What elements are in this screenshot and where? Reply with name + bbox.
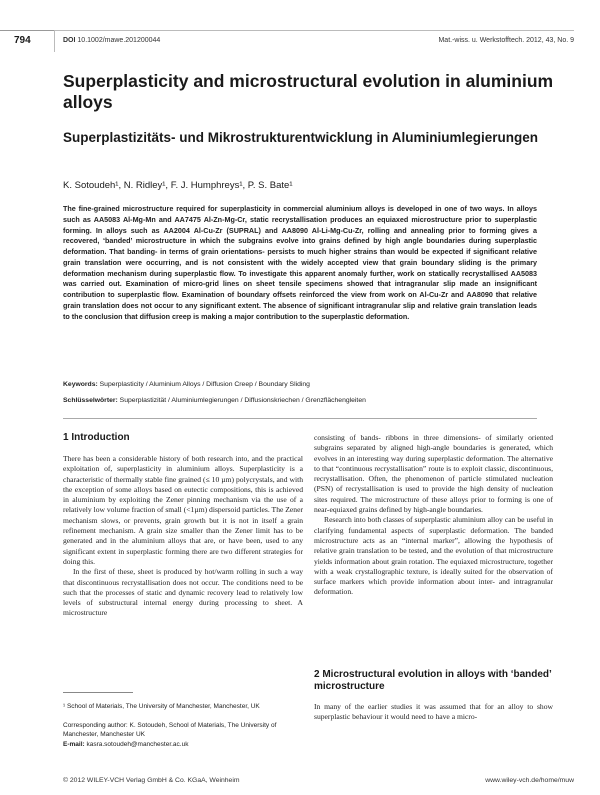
section-1-heading: 1 Introduction bbox=[63, 432, 130, 443]
header-rule bbox=[54, 30, 574, 31]
paper-subtitle: Superplastizitäts- und Mikrostrukturentwicklung in Aluminiumlegierungen bbox=[63, 130, 539, 145]
keywords bbox=[63, 381, 310, 388]
keywords-label: Keywords: bbox=[63, 381, 98, 388]
journal-citation: Mat.-wiss. u. Werkstofftech. 2012, 43, No. 9 bbox=[438, 37, 574, 44]
section-2-paragraph-1: In many of the earlier studies it was assumed that for an alloy to show superplastic behaviour it would need to have a micro- bbox=[314, 702, 553, 722]
footer-url[interactable]: www.wiley-vch.de/home/muw bbox=[485, 777, 574, 784]
authors: K. Sotoudeh¹, N. Ridley¹, F. J. Humphreys¹, P. S. Bate¹ bbox=[63, 180, 293, 191]
column-right bbox=[314, 433, 553, 598]
intro-paragraph-2: In the first of these, sheet is produced by hot/warm rolling in such a way that discontinuous recrystallisation does not occur. The conditions need to be such that the processes of static and dynamic recovery lead to relatively low levels of substructural internal energy during processing to sheet. A microstructure bbox=[63, 567, 303, 618]
keywords-german bbox=[63, 397, 366, 404]
header-rule-left bbox=[0, 30, 54, 31]
abstract: The fine-grained microstructure required for superplasticity in commercial aluminium alloys is developed in one of two ways. In alloys such as AA5083 Al-Mg-Mn and AA7475 Al-Zn-Mg-Cr, static recrystallisation produces an equiaxed microstructure prior to superplastic forming. In alloys such as AA2004 Al-Cu-Zr (SUPRAL) and AA8090 Al-Li-Mg-Cu-Zr, rolling and annealing prior to forming gives a recovered, ‘banded’ microstructure in which the subgrains evolve into grains defined by high angle boundaries during superplastic deformation. That banding- in terms of grain orientations- persists to much higher strains than would be expected if significant relative grain translation were occurring, and is not consistent with the widely accepted view that grain boundary sliding is the primary deformation mechanism during superplastic flow. To investigate this apparent anomaly further, work on statically recrystallised AA5083 was carried out. Examination of micro-grid lines on sheet tensile specimens showed that intragranular slip made an insignificant contribution to superplastic flow. Examination of boundary offsets reinforced the view from work on Al-Cu-Zr and AA8090 that relative grain translation does not occur to any significant extent. The absence of significant intragranular slip and relative grain translation leads to the conclusion that diffusion creep is making a major contribution to the superplastic deformation. bbox=[63, 204, 537, 321]
email-link[interactable]: kasra.sotoudeh@manchester.ac.uk bbox=[86, 741, 189, 748]
email-label: E-mail: bbox=[63, 741, 85, 748]
intro-paragraph-1: There has been a considerable history of both research into, and the practical exploitation of, superplasticity in aluminium alloys. Superplasticity is a characteristic of thermally stable fine grained (≤ 10 µm) polycrystals, and with the exception of some alloys based on eutectic compositions, this is achieved in aluminium by exploiting the Zener pinning mechanism via the use of a relatively low volume fraction of small (<1µm) dispersoid particles. The Zener mechanism slows, or prevents, grain growth but it is not in itself a grain refinement mechanism. A grain size smaller than the Zener limit has to be generated and in the aluminium alloys that are, or have been, used to any significant extent in superplastic forming there are two different strategies for doing this. bbox=[63, 454, 303, 566]
header-separator bbox=[54, 30, 55, 52]
section-2-heading: 2 Microstructural evolution in alloys with ‘banded’ microstructure bbox=[314, 669, 552, 692]
footnote-rule bbox=[63, 692, 133, 693]
keywords-de-text: Superplastizität / Aluminiumlegierungen / Diffusionskriechen / Grenzflächengleiten bbox=[119, 397, 366, 404]
page-number: 794 bbox=[14, 35, 31, 46]
footnote-corresponding: Corresponding author: K. Sotoudeh, School of Materials, The University of Manchester, Manchester UK bbox=[63, 722, 277, 738]
doi-label: DOI bbox=[63, 37, 76, 44]
section-2-text bbox=[314, 702, 553, 723]
doi-value[interactable]: 10.1002/mawe.201200044 bbox=[77, 37, 161, 44]
keywords-de-label: Schlüsselwörter: bbox=[63, 397, 118, 404]
keywords-text: Superplasticity / Aluminium Alloys / Diffusion Creep / Boundary Sliding bbox=[99, 381, 310, 388]
col2-paragraph-2: Research into both classes of superplastic aluminium alloy can be useful in clarifying fundamental aspects of superplastic deformation. The banded microstructure acts as an “internal marker”, allowing the hypothesis of relative grain translation to be tested, and the evolution of that microstructure yields information about grain rotation. The equiaxed microstructure, together with a weak crystallographic texture, is ideally suited for the observation of surface markers which provide information about inter- and intragranular deformation. bbox=[314, 515, 553, 597]
doi bbox=[63, 37, 160, 44]
footer-copyright: © 2012 WILEY-VCH Verlag GmbH & Co. KGaA, Weinheim bbox=[63, 777, 240, 784]
paper-title: Superplasticity and microstructural evolution in aluminium alloys bbox=[63, 71, 554, 112]
column-left bbox=[63, 454, 303, 619]
section-divider bbox=[63, 418, 537, 419]
col2-paragraph-1: consisting of bands- ribbons in three dimensions- of similarly oriented subgrains separated by aligned high-angle boundaries is generated, which evolves in an interesting way during superplastic deformation. The alternative to that “continuous recrystallisation” route is to exploit classic, discontinuous, recrystallisation. Often, the phenomenon of particle stimulated nucleation (PSN) of recrystallisation is used to provide the high density of nucleation sites required. The microstructure of these alloys prior to forming is one of near-equiaxed grains defined by high-angle boundaries. bbox=[314, 433, 553, 515]
footnote-email bbox=[63, 740, 303, 749]
footnote-affiliation: ¹ School of Materials, The University of Manchester, Manchester, UK bbox=[63, 703, 260, 710]
